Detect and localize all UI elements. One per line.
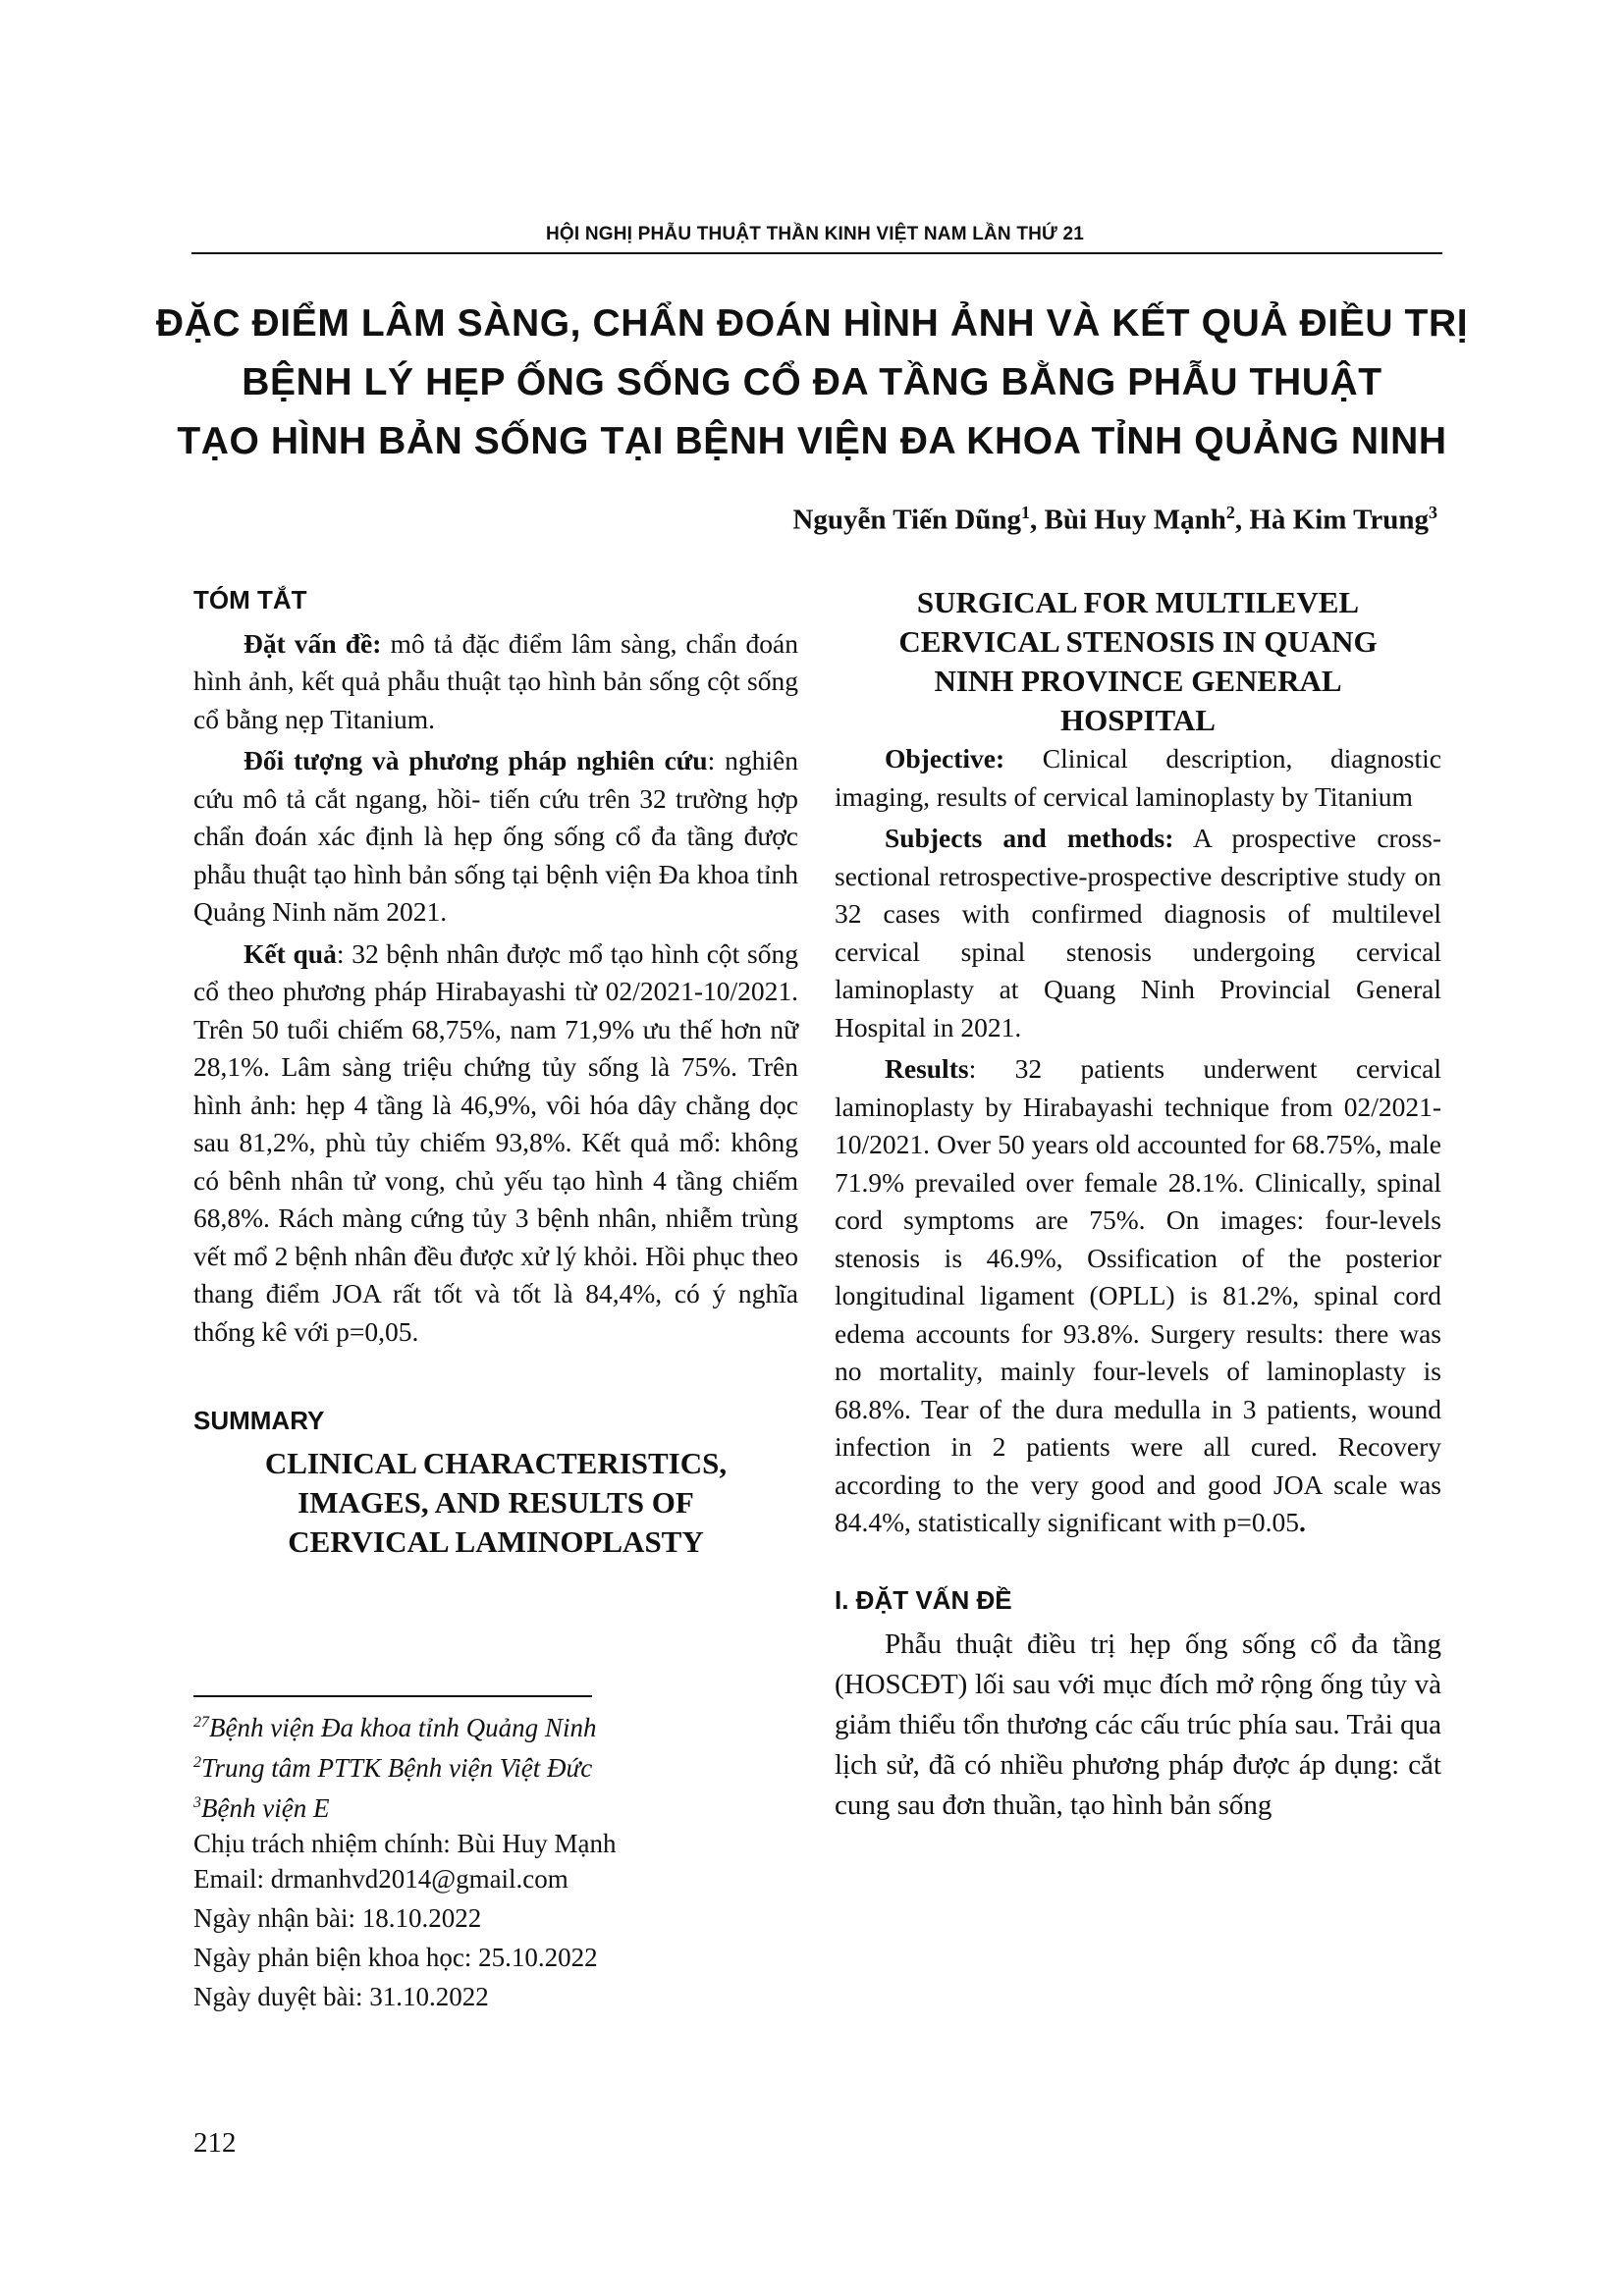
author-affiliation-mark: 1 [1021,503,1031,522]
title-line: TẠO HÌNH BẢN SỐNG TẠI BỆNH VIỆN ĐA KHOA TỈNH QUẢNG NINH [177,420,1447,462]
article-title [147,294,1477,471]
summary-title-line: CLINICAL CHARACTERISTICS, [264,1445,728,1480]
title-line: ĐẶC ĐIỂM LÂM SÀNG, CHẨN ĐOÁN HÌNH ẢNH VÀ KẾT QUẢ ĐIỀU TRỊ [155,302,1469,345]
affiliation-mark: 2 [193,1754,201,1771]
paragraph-label: Đặt vấn đề: [244,627,382,659]
paragraph-text: Clinical description, diagnostic imaging, results of cervical laminoplasty by Titanium [835,743,1441,812]
abstract-heading: TÓM TẮT [193,585,307,614]
footnote-rule [193,1695,592,1697]
corresponding-email: Email: drmanhvd2014@gmail.com [193,1864,568,1894]
footnotes [193,1705,802,2014]
paragraph-text: : 32 patients underwent cervical laminoplasty by Hirabayashi technique from 02/2021-10/2021. Over 50 years old accounted for 68.75%, male 71.9% prevailed over female 28.1%. Clinically, spinal cord symptoms are 75%. On images: four-levels stenosis is 46.9%, Ossification of the posterior longitudinal ligament (OPLL) is 81.2%, spinal cord edema accounts for 93.8%. Surgery results: there was no mortality, mainly four-levels of laminoplasty is 68.8%. Tear of the dura medulla in 3 patients, wound infection in 2 patients were all cured. Recovery according to the very good and good JOA scale was 84.4%, statistically significant with p=0.05 [835,1053,1441,1537]
paragraph-label: Subjects and methods: [885,823,1174,853]
author-affiliation-mark: 3 [1429,503,1437,522]
author-separator: , [1234,504,1250,536]
date-received: Ngày nhận bài: 18.10.2022 [193,1903,482,1933]
affiliation [193,1705,802,1745]
paragraph-end: . [1299,1507,1306,1537]
right-column [835,569,1441,1830]
author-affiliation-mark: 2 [1225,503,1235,522]
affiliation-mark: 27 [193,1714,209,1731]
summary-title-part-2 [835,583,1441,740]
abstract-paragraph [193,935,798,1352]
author-name: Hà Kim Trung [1249,504,1429,536]
affiliation-text: Bệnh viện E [201,1793,330,1823]
author-separator: , [1030,504,1045,536]
abstract-paragraph [193,742,798,932]
summary-heading: SUMMARY [193,1406,325,1435]
affiliation-text: Bệnh viện Đa khoa tỉnh Quảng Ninh [209,1713,597,1742]
header-rule [191,252,1442,254]
summary-paragraph [835,740,1441,816]
left-column [193,569,798,1562]
author-name: Bùi Huy Mạnh [1044,504,1226,536]
paragraph-label: Results [885,1053,969,1084]
summary-title-line: IMAGES, AND RESULTS OF [298,1484,694,1520]
paragraph-text: : 32 bệnh nhân được mổ tạo hình cột sống cổ theo phương pháp Hirabayashi từ 02/2021-10/2021. Trên 50 tuổi chiếm 68,75%, nam 71,9% ưu thế hơn nữ 28,1%. Lâm sàng triệu chứng tủy sống là 75%. Trên hình ảnh: hẹp 4 tầng là 46,9%, vôi hóa dây chằng dọc sau 81,2%, phù tủy chiếm 93,8%. Kết quả mổ: không có bênh nhân tử vong, chủ yếu tạo hình 4 tầng chiếm 68,8%. Rách màng cứng tủy 3 bệnh nhân, nhiễm trùng vết mổ 2 bệnh nhân đều được xử lý khỏi. Hồi phục theo thang điểm JOA rất tốt và tốt là 84,4%, có ý nghĩa thống kê với p=0,05. [193,937,798,1347]
summary-title-line: NINH PROVINCE GENERAL [934,664,1342,698]
summary-title-line: CERVICAL STENOSIS IN QUANG [898,624,1378,659]
date-reviewed: Ngày phản biện khoa học: 25.10.2022 [193,1943,598,1972]
corresponding-author: Chịu trách nhiệm chính: Bùi Huy Mạnh [193,1829,617,1858]
date-accepted: Ngày duyệt bài: 31.10.2022 [193,1982,489,2011]
paragraph-label: Kết quả [244,937,337,969]
title-line: BỆNH LÝ HẸP ỐNG SỐNG CỔ ĐA TẦNG BẰNG PHẪU THUẬT [242,361,1382,403]
intro-heading: I. ĐẶT VẤN ĐỀ [835,1584,1012,1615]
summary-title-part-1 [193,1444,798,1562]
author-name: Nguyễn Tiến Dũng [792,504,1022,536]
affiliation [193,1786,802,1826]
paragraph-label: Đối tượng và phương pháp nghiên cứu [244,745,708,775]
summary-title-line: CERVICAL LAMINOPLASTY [288,1523,704,1559]
summary-title-line: SURGICAL FOR MULTILEVEL [916,585,1360,619]
affiliation [193,1745,802,1786]
intro-paragraph: Phẫu thuật điều trị hẹp ống sống cổ đa tầng (HOSCĐT) lối sau với mục đích mở rộng ống tủy và giảm thiểu tổn thương các cấu trúc phía sau. Trải qua lịch sử, đã có nhiều phương pháp được áp dụng: cắt cung sau đơn thuần, tạo hình bản sống [835,1629,1441,1821]
abstract-paragraph [193,625,798,739]
summary-paragraph [835,820,1441,1046]
author-list [792,503,1437,537]
affiliation-mark: 3 [193,1794,201,1811]
summary-title-line: HOSPITAL [1060,703,1216,737]
page-number: 212 [193,2127,237,2159]
paragraph-text: mô tả đặc điểm lâm sàng, chẩn đoán hình ảnh, kết quả phẫu thuật tạo hình bản sống cột sống cổ bằng nẹp Titanium. [193,627,798,734]
paragraph-label: Objective: [885,743,1005,774]
paragraph-text: A prospective cross-sectional retrospective-prospective descriptive study on 32 cases with confirmed diagnosis of multilevel cervical spinal stenosis undergoing cervical laminoplasty at Quang Ninh Provincial General Hospital in 2021. [835,823,1441,1042]
summary-paragraph [835,1050,1441,1542]
affiliation-text: Trung tâm PTTK Bệnh viện Việt Đức [201,1753,593,1783]
running-header: HỘI NGHỊ PHẪU THUẬT THẦN KINH VIỆT NAM LẦN THỨ 21 [545,224,1085,244]
paragraph-text: : nghiên cứu mô tả cắt ngang, hồi- tiến cứu trên 32 trường hợp chẩn đoán xác định là hẹp ống sống cổ đa tầng được phẫu thuật tạo hình bản sống tại bệnh viện Đa khoa tỉnh Quảng Ninh năm 2021. [193,745,798,927]
